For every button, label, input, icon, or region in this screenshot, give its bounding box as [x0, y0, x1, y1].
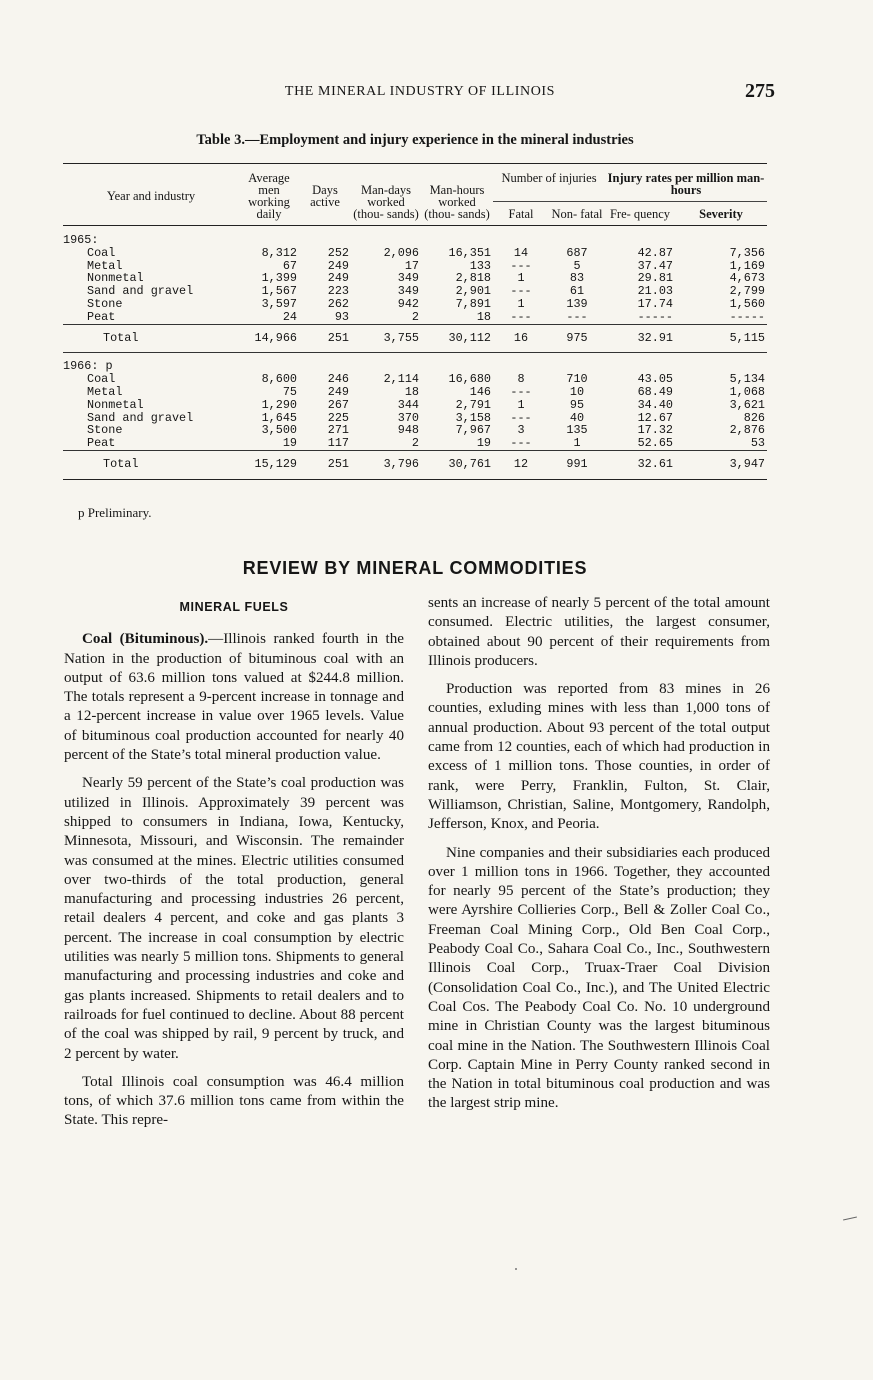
cell-freq: 52.65: [637, 436, 673, 451]
cell-freq: 17.74: [637, 296, 673, 311]
cell-freq: 37.47: [637, 258, 673, 273]
table-row: [63, 399, 767, 412]
cell-sev: 5,115: [675, 324, 767, 353]
cell-mandays: 349: [397, 271, 419, 286]
cell-mandays: 370: [397, 410, 419, 425]
table-row: [63, 247, 767, 260]
cell-sev: 2,799: [729, 284, 765, 299]
cell-fatal: 14: [513, 245, 529, 260]
cell-mandays: 18: [404, 384, 419, 399]
cell-fatal: ---: [510, 384, 532, 399]
runin-heading: Coal (Bituminous).: [82, 631, 209, 648]
industry-label: Stone: [87, 296, 123, 311]
cell-sev: 4,673: [729, 271, 765, 286]
cell-mandays: 2: [411, 436, 419, 451]
table-footnote: p Preliminary.: [78, 505, 152, 520]
cell-mandays: 948: [397, 423, 419, 438]
cell-nonfatal: 40: [569, 410, 585, 425]
cell-men: 3,500: [261, 423, 297, 438]
cell-freq: 68.49: [637, 384, 673, 399]
employment-injury-table: [63, 163, 767, 480]
cell-men: 8,600: [261, 372, 297, 387]
cell-manhours: 2,791: [455, 397, 491, 412]
cell-manhours: 16,680: [448, 372, 491, 387]
cell-days: 225: [327, 410, 349, 425]
cell-manhours: 7,967: [455, 423, 491, 438]
section-title: REVIEW BY MINERAL COMMODITIES: [242, 558, 588, 578]
cell-sev: 3,621: [729, 397, 765, 412]
subsection-heading: MINERAL FUELS: [179, 600, 289, 614]
industry-label: Peat: [87, 309, 116, 324]
industry-label: Metal: [87, 258, 123, 273]
cell-fatal: 1: [517, 296, 525, 311]
cell-freq: 21.03: [637, 284, 673, 299]
paragraph: Production was reported from 83 mines in 26 counties, exluding mines with less than 1,000 tons of annual production. About 93 percent of the total output came from 12 counties, each of which had production in excess of 1 million tons. Those counties, in order of rank, were Perry, Franklin, Fulton, St. Clair, Williamson, Christian, Saline, Montgomery, Randolph, Jefferson, Knox, and Peoria.: [428, 681, 770, 833]
cell-manhours: 30,761: [421, 450, 493, 479]
cell-days: 249: [327, 384, 349, 399]
margin-mark: [843, 1217, 857, 1221]
cell-mandays: 2,114: [383, 372, 419, 387]
cell-days: 93: [334, 309, 349, 324]
cell-manhours: 30,112: [421, 324, 493, 353]
cell-men: 15,129: [239, 450, 299, 479]
cell-fatal: 12: [493, 450, 549, 479]
right-column: [428, 594, 770, 1123]
industry-label: Coal: [87, 372, 116, 387]
cell-sev: 3,947: [675, 450, 767, 479]
running-title: THE MINERAL INDUSTRY OF ILLINOIS: [284, 84, 556, 99]
cell-freq: 34.40: [637, 397, 673, 412]
cell-days: 223: [327, 284, 349, 299]
cell-fatal: ---: [510, 309, 532, 324]
cell-mandays: 3,755: [351, 324, 421, 353]
cell-nonfatal: 95: [569, 397, 585, 412]
cell-nonfatal: 1: [573, 436, 581, 451]
cell-nonfatal: 83: [569, 271, 585, 286]
cell-fatal: ---: [510, 284, 532, 299]
cell-nonfatal: 991: [549, 450, 605, 479]
cell-freq: 43.05: [637, 372, 673, 387]
cell-mandays: 2: [411, 309, 419, 324]
cell-manhours: 18: [476, 309, 491, 324]
cell-men: 1,567: [261, 284, 297, 299]
cell-days: 249: [327, 258, 349, 273]
cell-freq: 12.67: [637, 410, 673, 425]
cell-manhours: 16,351: [448, 245, 491, 260]
cell-fatal: ---: [510, 258, 532, 273]
cell-nonfatal: ---: [566, 309, 588, 324]
cell-fatal: ---: [510, 436, 532, 451]
table-body: [63, 226, 767, 480]
cell-manhours: 7,891: [455, 296, 491, 311]
cell-manhours: 3,158: [455, 410, 491, 425]
cell-men: 1,290: [261, 397, 297, 412]
cell-fatal: 3: [517, 423, 525, 438]
cell-nonfatal: 5: [573, 258, 581, 273]
cell-nonfatal: 10: [569, 384, 585, 399]
cell-mandays: 349: [397, 284, 419, 299]
cell-fatal: 1: [517, 397, 525, 412]
cell-men: 24: [282, 309, 297, 324]
cell-nonfatal: 135: [566, 423, 588, 438]
cell-sev: 826: [743, 410, 765, 425]
paragraph: Nine companies and their subsidiaries each produced over 1 million tons in 1966. Together, they accounted for nearly 95 percent of the State’s production; they were Ayrshire Collieries Corp., Bell & Zoller Coal Co., Freeman Coal Mining Corp., Old Ben Coal Corp., Peabody Coal Co., Sahara Coal Co., Inc., Southwestern Illinois Coal Corp., Truax-Traer Coal Division (Consolidation Coal Co., Inc.), and The United Electric Coal Cos. The Peabody Coal Co. No. 10 underground mine in Christian County was the largest bituminous coal mine in the Nation. The Southwestern Illinois Coal Corp. Captain Mine in Perry County ranked second in the Nation in total bituminous coal production and was the largest strip mine.: [428, 844, 770, 1112]
cell-nonfatal: 61: [569, 284, 585, 299]
cell-manhours: 19: [476, 436, 491, 451]
col-header-year-industry: Year and industry: [63, 164, 239, 226]
cell-days: 246: [327, 372, 349, 387]
cell-days: 251: [299, 324, 351, 353]
table-row: [63, 437, 767, 450]
year-label: 1965:: [63, 226, 767, 247]
cell-mandays: 17: [404, 258, 419, 273]
cell-manhours: 146: [469, 384, 491, 399]
col-header-avg-men: Average men working daily: [239, 164, 299, 226]
cell-sev: 53: [750, 436, 765, 451]
cell-manhours: 2,818: [455, 271, 491, 286]
cell-men: 3,597: [261, 296, 297, 311]
cell-days: 252: [327, 245, 349, 260]
cell-manhours: 133: [469, 258, 491, 273]
cell-freq: 32.91: [605, 324, 675, 353]
table-row: [63, 311, 767, 324]
cell-sev: 2,876: [729, 423, 765, 438]
cell-sev: 1,068: [729, 384, 765, 399]
col-group-injury-rates: Injury rates per million man-hours: [605, 164, 767, 202]
cell-days: 267: [327, 397, 349, 412]
left-column: [64, 594, 404, 1140]
cell-mandays: 3,796: [351, 450, 421, 479]
industry-label: Coal: [87, 245, 116, 260]
col-header-man-hours: Man-hours worked (thou- sands): [421, 164, 493, 226]
col-header-severity: Severity: [699, 207, 743, 221]
industry-label: Total: [63, 324, 239, 353]
cell-mandays: 2,096: [383, 245, 419, 260]
cell-fatal: 8: [517, 372, 525, 387]
cell-fatal: ---: [510, 410, 532, 425]
cell-men: 1,645: [261, 410, 297, 425]
col-header-frequency: Fre- quency: [609, 207, 671, 221]
col-group-injuries: Number of injuries: [493, 164, 605, 202]
industry-label: Nonmetal: [87, 397, 144, 412]
cell-mandays: 942: [397, 296, 419, 311]
cell-fatal: 1: [517, 271, 525, 286]
cell-sev: -----: [729, 309, 765, 324]
paragraph: sents an increase of nearly 5 percent of the total amount consumed. Electric utilities, the largest consumer, obtained about 90 percent of their requirements from Illinois producers.: [428, 595, 770, 669]
cell-mandays: 344: [397, 397, 419, 412]
cell-men: 67: [282, 258, 297, 273]
cell-days: 117: [327, 436, 349, 451]
industry-label: Stone: [87, 423, 123, 438]
cell-men: 8,312: [261, 245, 297, 260]
col-header-fatal: Fatal: [508, 207, 534, 221]
industry-label: Metal: [87, 384, 123, 399]
cell-men: 1,399: [261, 271, 297, 286]
cell-sev: 5,134: [729, 372, 765, 387]
col-header-days-active: Days active: [299, 164, 351, 226]
table-total-row: [63, 450, 767, 479]
industry-label: Peat: [87, 436, 116, 451]
cell-men: 75: [282, 384, 297, 399]
table-row: [63, 298, 767, 311]
cell-men: 19: [282, 436, 297, 451]
cell-sev: 7,356: [729, 245, 765, 260]
year-row: [63, 226, 767, 247]
paragraph: Nearly 59 percent of the State’s coal production was utilized in Illinois. Approximately 39 percent was shipped to consumers in Indiana, Iowa, Kentucky, Minnesota, Missouri, and Wisconsin. The remainder was consumed at the mines. Electric utilities consumed over two-thirds of the total production, general manufacturing and processing industries 26 percent, retail dealers 4 percent, and coke and gas plants 3 percent. The increase in coal consumption by electric utilities was nearly 5 million tons. Shipments to general manufacturing and processing industries and coke and gas plants increased. Shipments to retail dealers and to railroads for fuel continued to decline. About 88 percent of the coal was shipped by rail, 9 percent by truck, and 2 percent by water.: [64, 775, 404, 1062]
cell-days: 249: [327, 271, 349, 286]
col-header-man-days: Man-days worked (thou- sands): [351, 164, 421, 226]
cell-days: 262: [327, 296, 349, 311]
cell-men: 14,966: [239, 324, 299, 353]
cell-nonfatal: 975: [549, 324, 605, 353]
industry-label: Nonmetal: [87, 271, 144, 286]
cell-fatal: 16: [493, 324, 549, 353]
year-label: 1966: p: [63, 353, 767, 373]
paragraph: Total Illinois coal consumption was 46.4 million tons, of which 37.6 million tons came from within the State. This repre-: [64, 1073, 404, 1129]
cell-sev: 1,169: [729, 258, 765, 273]
cell-freq: 29.81: [637, 271, 673, 286]
year-row: [63, 353, 767, 373]
cell-nonfatal: 687: [566, 245, 588, 260]
table-row: [63, 386, 767, 399]
cell-freq: 42.87: [637, 245, 673, 260]
table-total-row: [63, 324, 767, 353]
cell-freq: -----: [637, 309, 673, 324]
col-header-nonfatal: Non- fatal: [551, 207, 603, 221]
page-number: 275: [745, 80, 775, 102]
cell-sev: 1,560: [729, 296, 765, 311]
cell-freq: 17.32: [637, 423, 673, 438]
print-speck: [515, 1268, 517, 1270]
paragraph: Coal (Bituminous).—Illinois ranked fourth in the Nation in the production of bituminous coal with an output of 63.6 million tons valued at $244.8 million. The totals represent a 9-percent increase in tonnage and a 12-percent increase in value over 1965 levels. Value of bituminous coal production accounted for nearly 40 percent of the State’s total mineral production value.: [64, 631, 404, 764]
industry-label: Total: [63, 450, 239, 479]
industry-label: Sand and gravel: [87, 284, 194, 299]
table-title: Table 3.—Employment and injury experience in the mineral industries: [196, 132, 634, 148]
industry-label: Sand and gravel: [87, 410, 194, 425]
cell-manhours: 2,901: [455, 284, 491, 299]
cell-days: 271: [327, 423, 349, 438]
cell-freq: 32.61: [605, 450, 675, 479]
cell-nonfatal: 139: [566, 296, 588, 311]
cell-days: 251: [299, 450, 351, 479]
cell-nonfatal: 710: [566, 372, 588, 387]
